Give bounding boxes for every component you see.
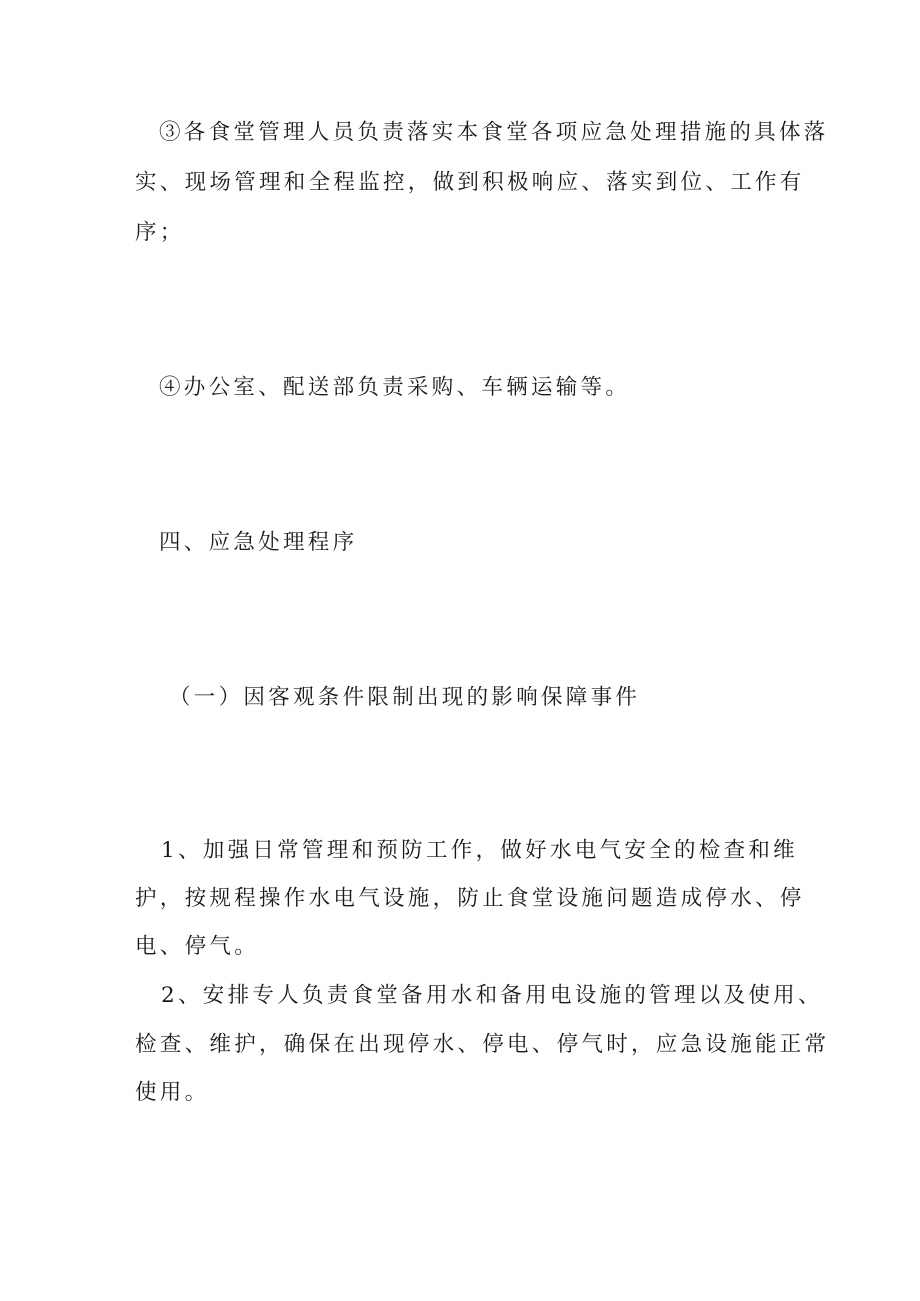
item-1-line-3: 电、停气。 — [135, 934, 260, 959]
item-2-line-3: 使用。 — [135, 1080, 210, 1105]
paragraph-3-line-3: 序； — [135, 220, 185, 245]
item-1-line-2: 护，按规程操作水电气设施，防止食堂设施问题造成停水、停 — [135, 886, 805, 911]
paragraph-3-line-2: 实、现场管理和全程监控，做到积极响应、落实到位、工作有 — [135, 170, 805, 195]
paragraph-3-line-1: ③各食堂管理人员负责落实本食堂各项应急处理措施的具体落 — [159, 120, 829, 145]
item-2-line-1: 2、安排专人负责食堂备用水和备用电设施的管理以及使用、 — [161, 983, 823, 1008]
item-2-line-2: 检查、维护，确保在出现停水、停电、停气时，应急设施能正常 — [135, 1032, 830, 1057]
section-heading: 四、应急处理程序 — [159, 530, 358, 555]
paragraph-4-line-1: ④办公室、配送部负责采购、车辆运输等。 — [159, 375, 631, 400]
subsection-heading: （一）因客观条件限制出现的影响保障事件 — [169, 685, 641, 710]
item-1-line-1: 1、加强日常管理和预防工作，做好水电气安全的检查和维 — [161, 838, 798, 863]
